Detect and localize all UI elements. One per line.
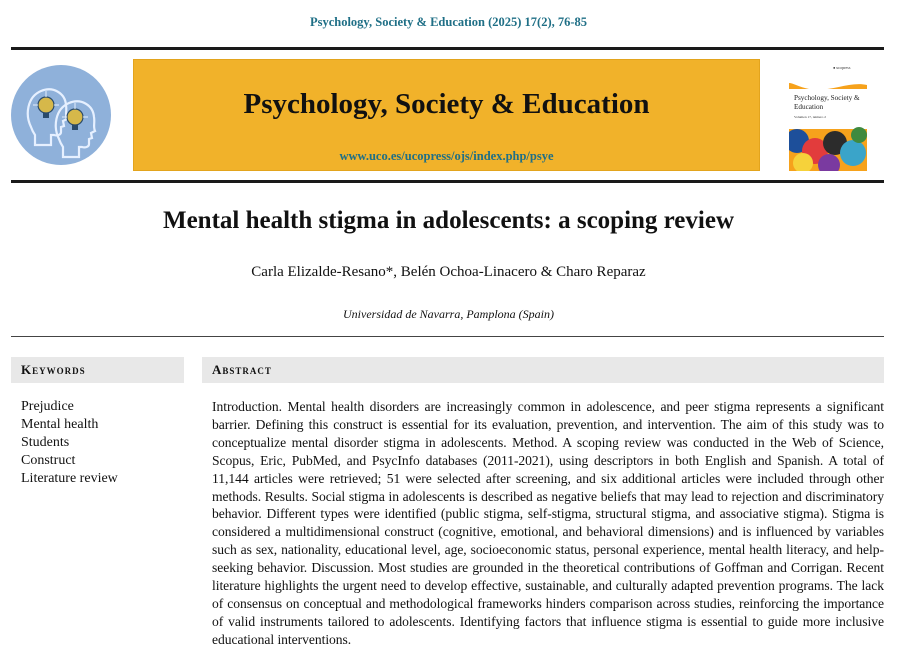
keyword-item: Literature review — [21, 471, 118, 486]
journal-title: Psychology, Society & Education — [243, 88, 650, 120]
article-title: Mental health stigma in adolescents: a scoping review — [162, 207, 735, 234]
keyword-item: Students — [21, 435, 70, 450]
journal-cover-thumbnail — [789, 59, 867, 171]
keywords-list — [21, 398, 118, 488]
journal-banner — [133, 59, 760, 171]
heads-lightbulb-icon — [11, 65, 111, 165]
cover-publisher-logo: ● ucopress — [833, 65, 851, 70]
keyword-item: Construct — [21, 453, 76, 468]
header-top-rule — [11, 47, 884, 50]
cover-volume: Volumen 17, número 2 — [794, 115, 827, 119]
article-affiliation: Universidad de Navarra, Pamplona (Spain) — [343, 307, 554, 321]
journal-url-link[interactable]: www.uco.es/ucopress/ojs/index.php/psye — [339, 149, 554, 163]
keyword-item: Prejudice — [21, 399, 74, 414]
keywords-heading: Keywords — [11, 357, 184, 383]
article-authors: Carla Elizalde-Resano*, Belén Ochoa-Linacero & Charo Reparaz — [251, 264, 646, 280]
header-bottom-rule — [11, 180, 884, 183]
section-divider — [11, 336, 884, 337]
abstract-heading: Abstract — [202, 357, 884, 383]
journal-logo — [11, 65, 111, 165]
abstract-body: Introduction. Mental health disorders are increasingly common in adolescence, and peer stigma represents a significant barrier. Defining this construct is essential for its evaluation, prevention, and intervention. The aim of this study was to conceptualize mental disorder stigma in adolescents. Method. A scoping review was conducted in the Web of Science, Scopus, Eric, PubMed, and PsycInfo databases (2011-2021), using descriptors in both English and Spanish. A total of 11,144 articles were retrieved; 51 were selected after screening, and six additional articles were included through other methods. Results. Social stigma in adolescents is described as negative beliefs that may lead to rejection and discriminatory behavior. Different types were identified (public stigma, self-stigma, structural stigma, and associative stigma). Stigma is considered a multidimensional construct (cognitive, emotional, and behavioral dimensions) and is influenced by variables such as sex, nationality, educational level, age, socioeconomic status, personal experience, mental health literacy, and help-seeking behavior. Discussion. Most studies are grounded in the theoretical contributions of Goffman and Corrigan. Recent literature highlights the urgent need to develop effective, sustainable, and culturally adapted prevention programs. The lack of consensus on conceptual and methodological frameworks hinders comparison across studies, reinforcing the importance of valid instruments tailored to adolescents. Identifying factors that influence stigma is essential to guide more inclusive educational interventions. — [212, 399, 884, 647]
keyword-item: Mental health — [21, 417, 99, 432]
journal-citation: Psychology, Society & Education (2025) 17(2), 76-85 — [309, 15, 588, 29]
cover-title: Psychology, Society & Education — [794, 94, 860, 111]
